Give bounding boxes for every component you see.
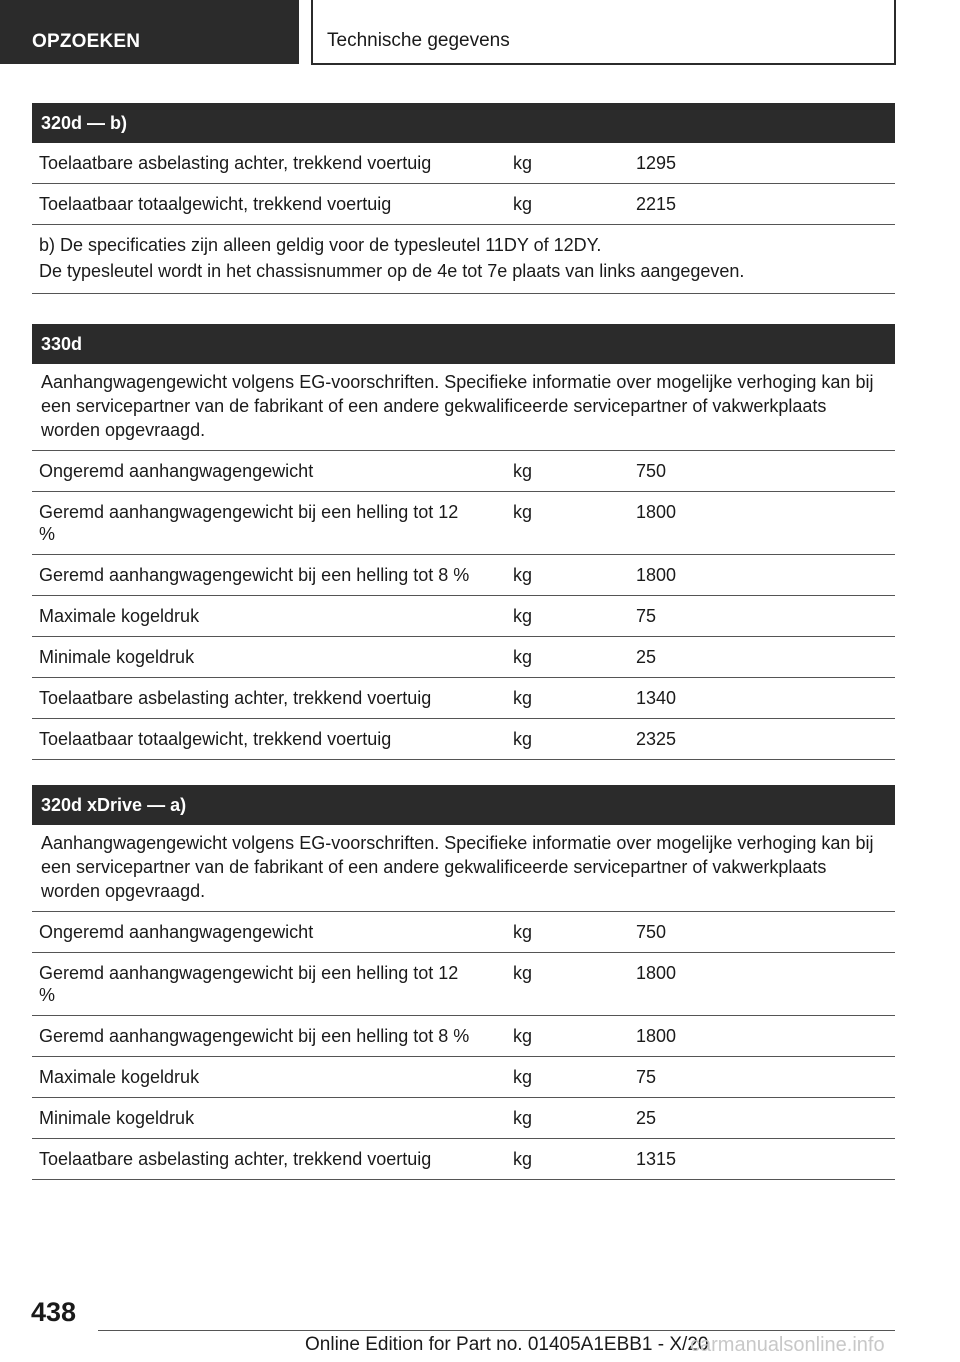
row-value: 1800 — [636, 565, 677, 585]
row-value: 750 — [636, 922, 667, 942]
section-intro: Aanhangwagengewicht volgens EG-voorschriften. Specifieke informatie over mogelijke verhoging kan bij een servicepartner van de fabrikant of een andere gekwalificeerde servicepartner of vakwerkplaats worden opgevraagd. — [32, 364, 895, 451]
table-row — [32, 492, 895, 555]
row-name: Geremd aanhangwagengewicht bij een helling tot 8 % — [39, 565, 470, 585]
row-unit: kg — [513, 729, 533, 749]
table-row — [32, 451, 895, 492]
table-row — [32, 678, 895, 719]
table-row — [32, 143, 895, 184]
row-unit: kg — [513, 922, 533, 942]
section-title: 320d xDrive — a) — [32, 785, 895, 825]
row-name: Maximale kogeldruk — [39, 606, 200, 626]
section-intro: Aanhangwagengewicht volgens EG-voorschriften. Specifieke informatie over mogelijke verhoging kan bij een servicepartner van de fabrikant of een andere gekwalificeerde servicepartner of vakwerkplaats worden opgevraagd. — [32, 825, 895, 912]
row-name: Toelaatbaar totaalgewicht, trekkend voertuig — [39, 729, 392, 749]
row-unit: kg — [513, 461, 533, 481]
row-unit: kg — [513, 1149, 533, 1169]
table-row — [32, 1016, 895, 1057]
table-row — [32, 555, 895, 596]
table-row — [32, 1057, 895, 1098]
footnote-line: b) De specificaties zijn alleen geldig voor de typesleutel 11DY of 12DY. — [39, 235, 602, 255]
table-row — [32, 719, 895, 760]
row-unit: kg — [513, 502, 533, 522]
row-unit: kg — [513, 647, 533, 667]
footnote-line: De typesleutel wordt in het chassisnummer op de 4e tot 7e plaats van links aangegeven. — [39, 261, 745, 281]
row-value: 1800 — [636, 1026, 677, 1046]
row-unit: kg — [513, 153, 533, 173]
table-row — [32, 1098, 895, 1139]
section-320d-xdrive — [32, 785, 895, 1180]
row-name: Minimale kogeldruk — [39, 1108, 195, 1128]
section-title: 330d — [32, 324, 895, 364]
row-unit: kg — [513, 565, 533, 585]
row-value: 1800 — [636, 963, 677, 983]
section-title: 320d — b) — [32, 103, 895, 143]
row-unit: kg — [513, 194, 533, 214]
table-row — [32, 1139, 895, 1180]
table-row — [32, 953, 895, 1016]
row-name: Toelaatbare asbelasting achter, trekkend voertuig — [39, 1149, 432, 1169]
page-number: 438 — [31, 1297, 77, 1327]
row-name: Ongeremd aanhangwagengewicht — [39, 922, 314, 942]
row-unit: kg — [513, 1026, 533, 1046]
row-value: 1315 — [636, 1149, 677, 1169]
table-row — [32, 637, 895, 678]
row-name: Geremd aanhangwagengewicht bij een helling tot 12 % — [39, 963, 459, 1005]
table-row — [32, 596, 895, 637]
section-320d — [32, 103, 895, 294]
section-330d — [32, 324, 895, 760]
row-name: Toelaatbare asbelasting achter, trekkend voertuig — [39, 153, 432, 173]
row-unit: kg — [513, 688, 533, 708]
row-name: Toelaatbare asbelasting achter, trekkend voertuig — [39, 688, 432, 708]
row-unit: kg — [513, 1108, 533, 1128]
row-value: 1800 — [636, 502, 677, 522]
header-tab-label: OPZOEKEN — [32, 31, 141, 52]
row-value: 25 — [636, 1108, 657, 1128]
header-tab — [0, 0, 299, 64]
row-value: 1295 — [636, 153, 677, 173]
row-name: Toelaatbaar totaalgewicht, trekkend voertuig — [39, 194, 392, 214]
row-name: Maximale kogeldruk — [39, 1067, 200, 1087]
row-unit: kg — [513, 606, 533, 626]
row-value: 1340 — [636, 688, 677, 708]
row-unit: kg — [513, 963, 533, 983]
footer-edition-text: Online Edition for Part no. 01405A1EBB1 - X/20 — [305, 1334, 709, 1355]
table-row — [32, 912, 895, 953]
row-name: Ongeremd aanhangwagengewicht — [39, 461, 314, 481]
row-name: Minimale kogeldruk — [39, 647, 195, 667]
row-value: 75 — [636, 606, 657, 626]
page-title: Technische gegevens — [327, 30, 510, 51]
row-value: 25 — [636, 647, 657, 667]
footnote — [32, 225, 895, 294]
watermark: carmanualsonline.info — [690, 1334, 885, 1356]
row-value: 750 — [636, 461, 667, 481]
row-unit: kg — [513, 1067, 533, 1087]
row-name: Geremd aanhangwagengewicht bij een helling tot 12 % — [39, 502, 459, 544]
table-row — [32, 184, 895, 225]
footer-divider — [98, 1330, 895, 1331]
row-value: 2325 — [636, 729, 677, 749]
row-value: 75 — [636, 1067, 657, 1087]
header-title-box — [311, 0, 896, 65]
row-value: 2215 — [636, 194, 677, 214]
row-name: Geremd aanhangwagengewicht bij een helling tot 8 % — [39, 1026, 470, 1046]
